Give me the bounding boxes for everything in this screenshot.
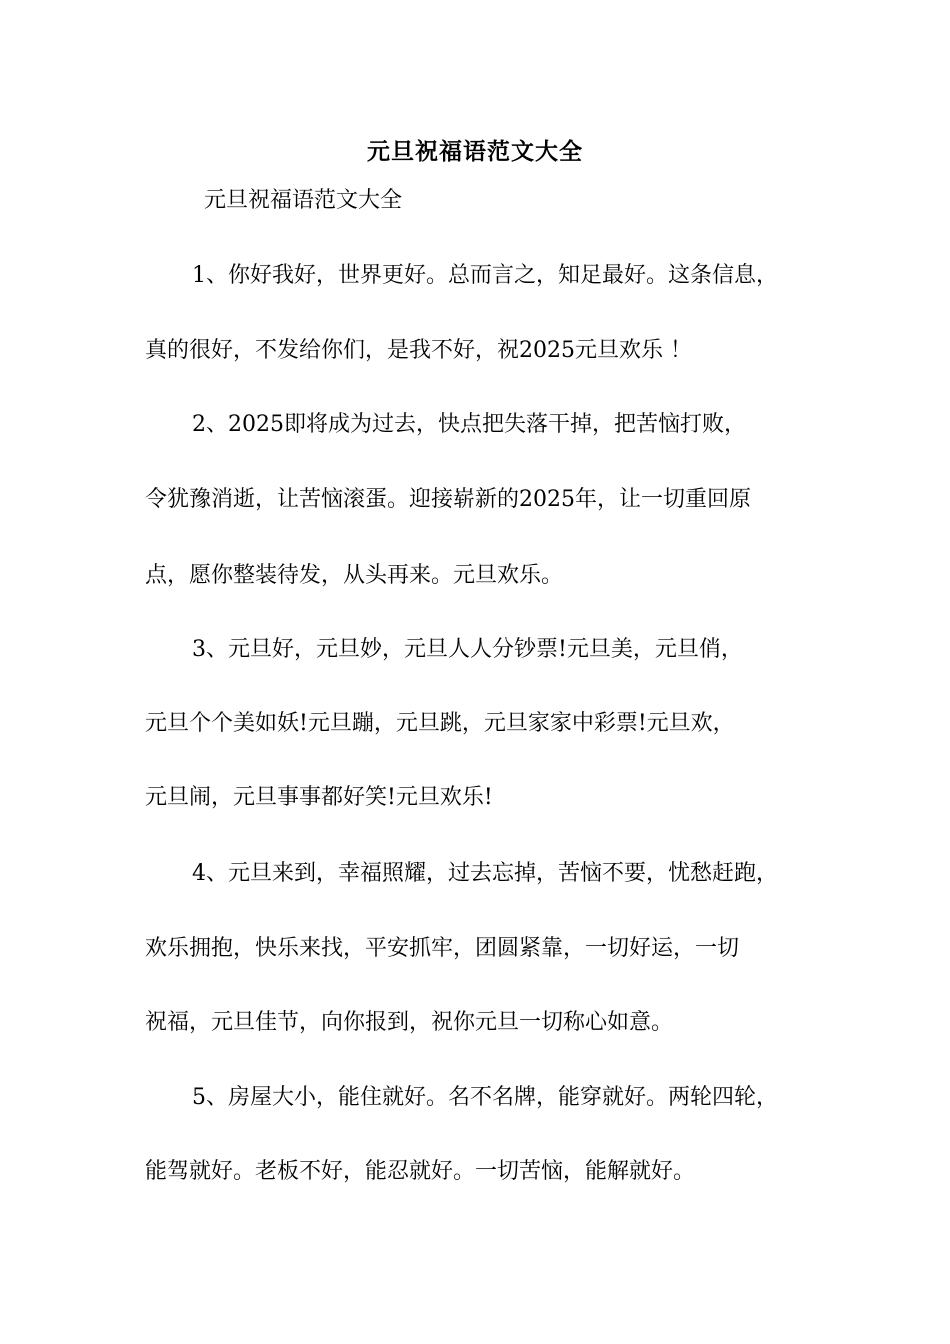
paragraph-line: 欢乐拥抱，快乐来找，平安抓牢，团圆紧靠，一切好运，一切 (145, 936, 740, 961)
document-subtitle: 元旦祝福语范文大全 (204, 188, 403, 213)
paragraph-line: 令犹豫消逝，让苦恼滚蛋。迎接崭新的2025年，让一切重回原 (145, 487, 751, 512)
document-title: 元旦祝福语范文大全 (367, 138, 583, 165)
paragraph-line: 5、房屋大小，能住就好。名不名牌，能穿就好。两轮四轮， (192, 1085, 778, 1110)
paragraph-line: 点，愿你整装待发，从头再来。元旦欢乐。 (145, 563, 564, 588)
paragraph-line: 2、2025即将成为过去，快点把失落干掉，把苦恼打败， (192, 412, 746, 437)
paragraph-line: 祝福，元旦佳节，向你报到，祝你元旦一切称心如意。 (145, 1010, 674, 1035)
paragraph-line: 能驾就好。老板不好，能忍就好。一切苦恼，能解就好。 (145, 1159, 696, 1184)
paragraph-line: 真的很好，不发给你们，是我不好，祝2025元旦欢乐 ！ (145, 338, 692, 363)
paragraph-line: 4、元旦来到，幸福照耀，过去忘掉，苦恼不要，忧愁赶跑， (192, 861, 778, 886)
paragraph-line: 元旦个个美如妖!元旦蹦，元旦跳，元旦家家中彩票!元旦欢， (145, 711, 735, 736)
paragraph-line: 元旦闹，元旦事事都好笑!元旦欢乐! (145, 785, 493, 810)
paragraph-line: 1、你好我好，世界更好。总而言之，知足最好。这条信息， (192, 263, 778, 288)
paragraph-line: 3、元旦好，元旦妙，元旦人人分钞票!元旦美，元旦俏， (192, 637, 743, 662)
